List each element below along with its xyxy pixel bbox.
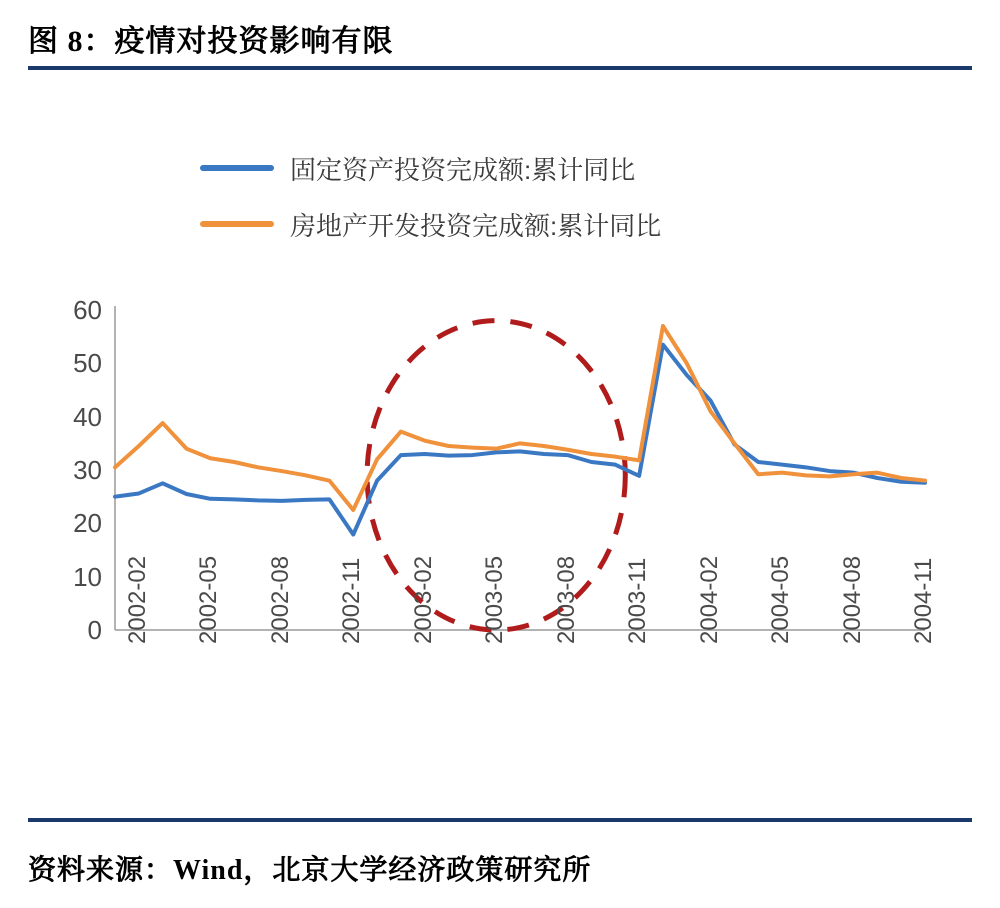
line-chart-svg bbox=[0, 290, 1000, 810]
x-tick-label: 2003-02 bbox=[409, 555, 437, 644]
legend-label-fixed-asset: 固定资产投资完成额:累计同比 bbox=[290, 154, 636, 185]
legend-item-real-estate bbox=[200, 196, 820, 252]
page-title: 图 8：疫情对投资影响有限 bbox=[28, 25, 394, 58]
series-line-2 bbox=[115, 326, 925, 510]
x-tick-label: 2002-08 bbox=[266, 555, 294, 644]
y-tick-label: 10 bbox=[73, 561, 102, 592]
x-tick-label: 2003-11 bbox=[624, 557, 652, 644]
chart-plot-area bbox=[0, 290, 1000, 810]
title-divider bbox=[28, 66, 972, 70]
y-tick-label: 50 bbox=[73, 348, 102, 379]
y-tick-label: 40 bbox=[73, 401, 102, 432]
x-tick-label: 2004-02 bbox=[695, 555, 723, 644]
legend-label-real-estate: 房地产开发投资完成额:累计同比 bbox=[290, 210, 662, 241]
x-tick-label: 2003-08 bbox=[552, 555, 580, 644]
series-line-1 bbox=[115, 345, 925, 535]
x-tick-label: 2004-08 bbox=[838, 555, 866, 644]
legend-item-fixed-asset bbox=[200, 140, 820, 196]
y-tick-label: 60 bbox=[73, 295, 102, 325]
x-tick-label: 2004-11 bbox=[910, 557, 938, 644]
x-tick-label: 2002-05 bbox=[195, 555, 223, 644]
y-tick-label: 30 bbox=[73, 455, 102, 485]
legend-swatch-orange bbox=[200, 221, 274, 227]
source-divider bbox=[28, 818, 972, 822]
x-tick-label: 2002-11 bbox=[338, 557, 366, 644]
chart-legend bbox=[200, 140, 820, 252]
x-tick-label: 2002-02 bbox=[124, 555, 151, 644]
y-tick-label: 20 bbox=[73, 508, 102, 539]
source-text: 资料来源：Wind，北京大学经济政策研究所 bbox=[28, 855, 592, 886]
x-tick-label: 2004-05 bbox=[767, 555, 795, 644]
figure-title-bar bbox=[28, 14, 972, 62]
x-tick-label: 2003-05 bbox=[481, 555, 509, 644]
legend-swatch-blue bbox=[200, 165, 274, 171]
figure-source-bar bbox=[28, 846, 972, 890]
y-tick-label: 0 bbox=[87, 615, 102, 645]
